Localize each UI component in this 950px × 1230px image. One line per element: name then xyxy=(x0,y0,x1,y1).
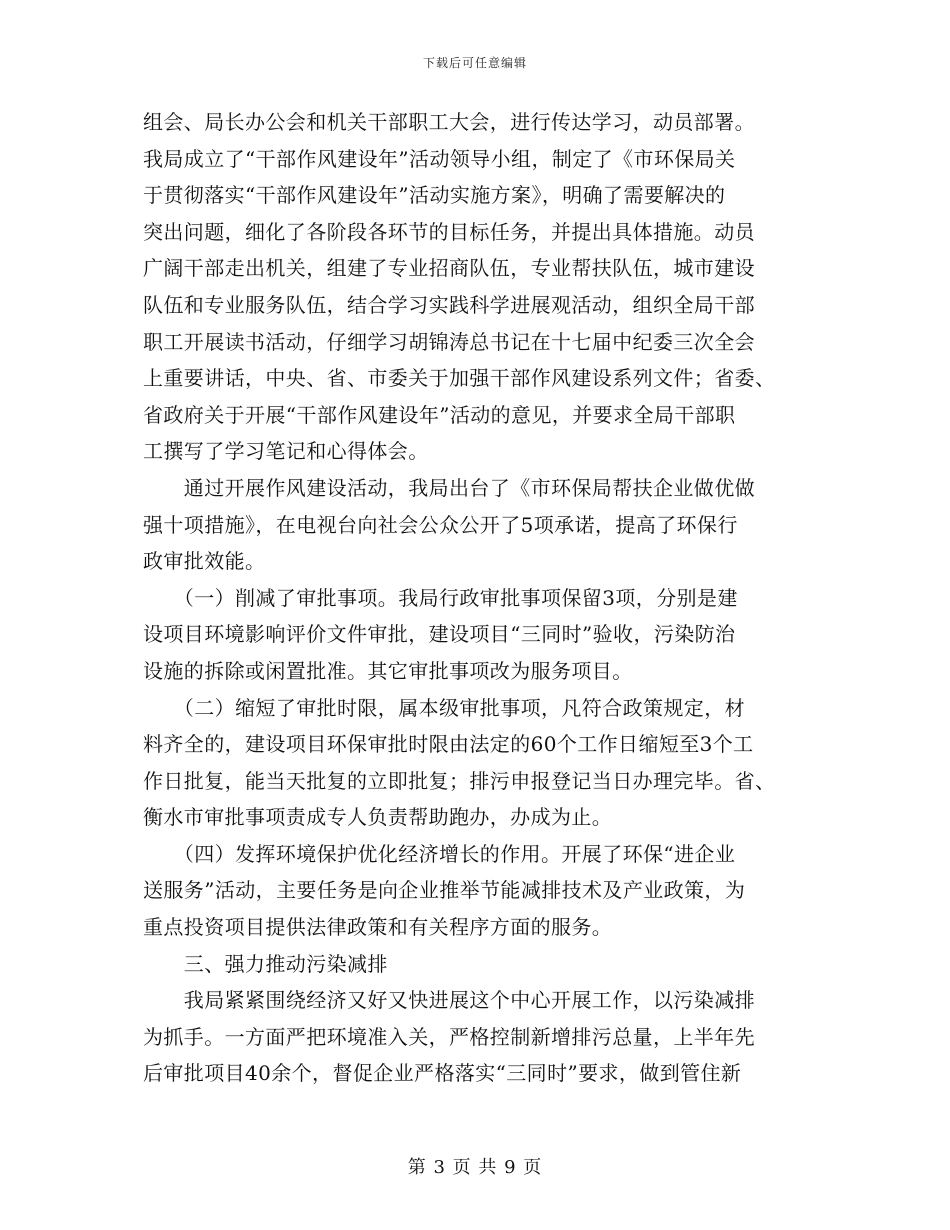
text-line: 作日批复，能当天批复的立即批复；排污申报登记当日办理完毕。省、 xyxy=(143,768,776,793)
text-line: 通过开展作风建设活动，我局出台了《市环保局帮扶企业做优做 xyxy=(143,475,755,500)
text-line: 工撰写了学习笔记和心得体会。 xyxy=(143,439,429,464)
text-line: 为抓手。一方面严把环境准入关，严格控制新增排污总量，上半年先 xyxy=(143,1024,755,1049)
text-line: 强十项措施》，在电视台向社会公众公开了5项承诺，提高了环保行 xyxy=(143,512,738,537)
text-line: 突出问题，细化了各阶段各环节的目标任务，并提出具体措施。动员 xyxy=(143,219,755,244)
text-line: 衡水市审批事项责成专人负责帮助跑办，办成为止。 xyxy=(143,805,613,830)
text-line: 广阔干部走出机关，组建了专业招商队伍，专业帮扶队伍，城市建设 xyxy=(143,256,755,281)
section-heading: 三、强力推动污染减排 xyxy=(143,951,388,976)
text-line: 政审批效能。 xyxy=(143,549,266,574)
text-line: 省政府关于开展“干部作风建设年”活动的意见，并要求全局干部职 xyxy=(143,402,736,427)
text-line: 后审批项目40余个，督促企业严格落实“三同时”要求，做到管住新 xyxy=(143,1061,742,1086)
text-line: （四）发挥环境保护优化经济增长的作用。开展了环保“进企业 xyxy=(143,841,736,866)
document-body xyxy=(143,104,805,1092)
text-line: 料齐全的，建设项目环保审批时限由法定的60个工作日缩短至3个工 xyxy=(143,732,754,757)
text-line: 重点投资项目提供法律政策和有关程序方面的服务。 xyxy=(143,915,613,940)
page-header: 下载后可任意编辑 xyxy=(422,56,527,70)
text-line: （一）削减了审批事项。我局行政审批事项保留3项，分别是建 xyxy=(143,585,738,610)
text-line: 我局成立了“干部作风建设年”活动领导小组，制定了《市环保局关 xyxy=(143,146,736,171)
text-line: 我局紧紧围绕经济又好又快进展这个中心开展工作，以污染减排 xyxy=(143,988,755,1013)
text-line: 组会、局长办公会和机关干部职工大会，进行传达学习，动员部署。 xyxy=(143,110,755,134)
text-line: 队伍和专业服务队伍，结合学习实践科学进展观活动，组织全局干部 xyxy=(143,292,755,317)
text-line: （二）缩短了审批时限，属本级审批事项，凡符合政策规定，材 xyxy=(143,695,745,720)
text-line: 职工开展读书活动，仔细学习胡锦涛总书记在十七届中纪委三次全会 xyxy=(143,329,755,354)
text-line: 于贯彻落实“干部作风建设年”活动实施方案》，明确了需要解决的 xyxy=(143,183,726,208)
text-line: 上重要讲话，中央、省、市委关于加强干部作风建设系列文件；省委、 xyxy=(143,366,776,391)
text-line: 设项目环境影响评价文件审批，建设项目“三同时”验收，污染防治 xyxy=(143,622,736,647)
text-line: 设施的拆除或闲置批准。其它审批事项改为服务项目。 xyxy=(143,658,633,683)
text-line: 送服务”活动，主要任务是向企业推举节能减排技术及产业政策，为 xyxy=(143,878,746,903)
page-number: 第 3 页 共 9 页 xyxy=(407,1157,543,1178)
